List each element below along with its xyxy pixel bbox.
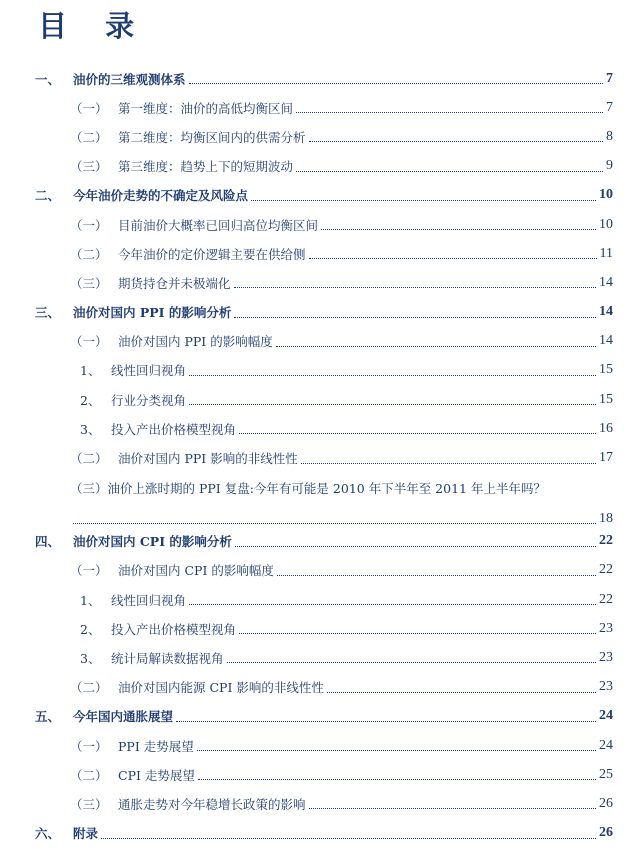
- dot-leader: [189, 604, 596, 605]
- toc-entry-number: （一）: [70, 100, 108, 116]
- dot-leader: [309, 258, 597, 259]
- toc-entry-title: 统计局解读数据视角: [111, 650, 224, 666]
- toc-entry-title: 期货持仓并未极端化: [118, 275, 231, 291]
- toc-entry-number: （二）: [70, 129, 108, 145]
- toc-entry-page: 23: [599, 679, 613, 695]
- toc-entry-page: 14: [599, 304, 613, 320]
- toc-entry[interactable]: [0, 210, 633, 239]
- toc-entry-title: 油价对国内能源 CPI 影响的非线性性: [118, 680, 324, 696]
- dot-leader: [239, 433, 596, 434]
- toc-entry[interactable]: [0, 64, 633, 93]
- dot-leader: [327, 692, 596, 693]
- toc-entry-page: 8: [606, 128, 613, 144]
- table-of-contents: [0, 64, 633, 848]
- toc-entry[interactable]: [0, 789, 633, 818]
- toc-entry-title: 线性回归视角: [111, 592, 187, 608]
- toc-entry-page: 23: [599, 649, 613, 665]
- toc-entry[interactable]: [0, 385, 633, 414]
- toc-entry[interactable]: [0, 152, 633, 181]
- toc-entry-number: （三）: [70, 480, 108, 496]
- toc-entry-number: 四、: [35, 534, 61, 550]
- toc-entry-page: 10: [599, 187, 613, 203]
- toc-entry-number: 二、: [35, 188, 61, 204]
- dot-leader: [277, 575, 596, 576]
- dot-leader: [234, 287, 596, 288]
- dot-leader: [198, 779, 596, 780]
- dot-leader: [309, 141, 603, 142]
- dot-leader: [296, 171, 603, 172]
- toc-entry-title: 投入产出价格模型视角: [111, 421, 237, 437]
- toc-entry-number: （一）: [70, 217, 108, 233]
- dot-leader: [189, 375, 596, 376]
- dot-leader: [189, 404, 596, 405]
- toc-entry-number: （一）: [70, 563, 108, 579]
- toc-entry-number: 3、: [80, 650, 101, 666]
- toc-entry-page: 18: [599, 510, 613, 526]
- toc-entry-title: 油价的三维观测体系: [73, 71, 186, 87]
- dot-leader: [73, 523, 596, 524]
- toc-entry-title: 今年国内通胀展望: [73, 709, 174, 725]
- toc-entry-number: （一）: [70, 334, 108, 350]
- toc-entry-title: 油价对国内 CPI 的影响分析: [73, 534, 232, 550]
- toc-entry-title: 油价上涨时期的 PPI 复盘:今年有可能是 2010 年下半年至 2011 年上半年吗？: [107, 480, 546, 496]
- toc-entry-page: 14: [599, 274, 613, 290]
- toc-entry[interactable]: [0, 327, 633, 356]
- page-title: 目 录: [38, 9, 149, 43]
- toc-entry[interactable]: [0, 760, 633, 789]
- dot-leader: [234, 317, 596, 318]
- toc-entry-number: 3、: [80, 421, 101, 437]
- toc-entry[interactable]: [0, 443, 633, 472]
- toc-entry-number: （三）: [70, 275, 108, 291]
- toc-entry-page: 14: [599, 333, 613, 349]
- toc-entry-number: 五、: [35, 709, 61, 725]
- toc-entry[interactable]: [0, 614, 633, 643]
- toc-entry-page: 17: [599, 450, 613, 466]
- toc-entry-title: PPI 走势展望: [118, 738, 194, 754]
- toc-entry-page: 16: [599, 420, 613, 436]
- toc-entry-number: 1、: [80, 592, 101, 608]
- toc-entry-number: 2、: [80, 621, 101, 637]
- toc-entry-page: 26: [599, 825, 613, 841]
- toc-entry-title: 投入产出价格模型视角: [111, 621, 237, 637]
- dot-leader: [276, 346, 596, 347]
- toc-entry[interactable]: [0, 473, 633, 527]
- toc-entry-page: 24: [599, 737, 613, 753]
- toc-entry-title: 附录: [73, 826, 99, 842]
- toc-entry[interactable]: [0, 702, 633, 731]
- toc-entry[interactable]: [0, 819, 633, 848]
- toc-entry-page: 22: [599, 591, 613, 607]
- toc-entry[interactable]: [0, 527, 633, 556]
- dot-leader: [227, 662, 596, 663]
- toc-entry-page: 10: [599, 216, 613, 232]
- dot-leader: [101, 838, 596, 839]
- toc-entry-number: 一、: [35, 71, 61, 87]
- toc-entry-page: 24: [599, 708, 613, 724]
- toc-entry[interactable]: [0, 298, 633, 327]
- dot-leader: [189, 83, 603, 84]
- toc-entry[interactable]: [0, 731, 633, 760]
- toc-entry-number: （二）: [70, 451, 108, 467]
- dot-leader: [309, 808, 596, 809]
- dot-leader: [197, 750, 596, 751]
- toc-entry-title: 第二维度：均衡区间内的供需分析: [118, 129, 306, 145]
- toc-entry-title: 第一维度：油价的高低均衡区间: [118, 100, 294, 116]
- toc-entry-page: 26: [599, 795, 613, 811]
- toc-entry-number: 三、: [35, 305, 61, 321]
- toc-entry[interactable]: [0, 122, 633, 151]
- toc-entry-number: （二）: [70, 680, 108, 696]
- dot-leader: [296, 112, 603, 113]
- toc-entry[interactable]: [0, 268, 633, 297]
- dot-leader: [321, 229, 596, 230]
- toc-entry-page: 23: [599, 620, 613, 636]
- toc-entry-title: 通胀走势对今年稳增长政策的影响: [118, 796, 306, 812]
- toc-entry[interactable]: [0, 673, 633, 702]
- toc-entry[interactable]: [0, 556, 633, 585]
- dot-leader: [301, 463, 596, 464]
- toc-entry-page: 22: [599, 562, 613, 578]
- toc-entry[interactable]: [0, 239, 633, 268]
- dot-leader: [251, 200, 596, 201]
- toc-entry-number: （三）: [70, 796, 108, 812]
- toc-entry-title: 油价对国内 CPI 的影响幅度: [118, 563, 274, 579]
- toc-entry-title: 今年油价走势的不确定及风险点: [73, 188, 249, 204]
- toc-entry-title: 行业分类视角: [111, 392, 187, 408]
- toc-entry-title: 油价对国内 PPI 的影响分析: [73, 305, 232, 321]
- toc-entry[interactable]: [0, 93, 633, 122]
- toc-entry-page: 7: [606, 70, 613, 86]
- toc-entry-title: 线性回归视角: [111, 363, 187, 379]
- toc-entry-number: 六、: [35, 826, 61, 842]
- toc-entry[interactable]: [0, 643, 633, 672]
- toc-entry[interactable]: [0, 181, 633, 210]
- toc-entry-title: 第三维度：趋势上下的短期波动: [118, 159, 294, 175]
- toc-entry-title: 目前油价大概率已回归高位均衡区间: [118, 217, 319, 233]
- toc-entry-page: 22: [599, 533, 613, 549]
- toc-entry-page: 15: [599, 391, 613, 407]
- toc-entry-page: 11: [599, 245, 613, 261]
- toc-entry-page: 25: [599, 766, 613, 782]
- toc-entry-number: （二）: [70, 767, 108, 783]
- toc-entry[interactable]: [0, 585, 633, 614]
- toc-entry-page: 9: [606, 158, 613, 174]
- toc-entry-page: 7: [606, 99, 613, 115]
- dot-leader: [176, 721, 596, 722]
- dot-leader: [239, 633, 596, 634]
- toc-entry-number: （一）: [70, 738, 108, 754]
- toc-entry[interactable]: [0, 356, 633, 385]
- toc-entry-number: （三）: [70, 159, 108, 175]
- dot-leader: [235, 546, 596, 547]
- toc-entry-title: 油价对国内 PPI 影响的非线性性: [118, 451, 298, 467]
- toc-entry[interactable]: [0, 414, 633, 443]
- toc-entry-title: 油价对国内 PPI 的影响幅度: [118, 334, 273, 350]
- toc-entry-title: CPI 走势展望: [118, 767, 195, 783]
- toc-entry-title: 今年油价的定价逻辑主要在供给侧: [118, 246, 306, 262]
- toc-entry-number: 2、: [80, 392, 101, 408]
- toc-entry-number: 1、: [80, 363, 101, 379]
- toc-entry-number: （二）: [70, 246, 108, 262]
- toc-entry-page: 15: [599, 362, 613, 378]
